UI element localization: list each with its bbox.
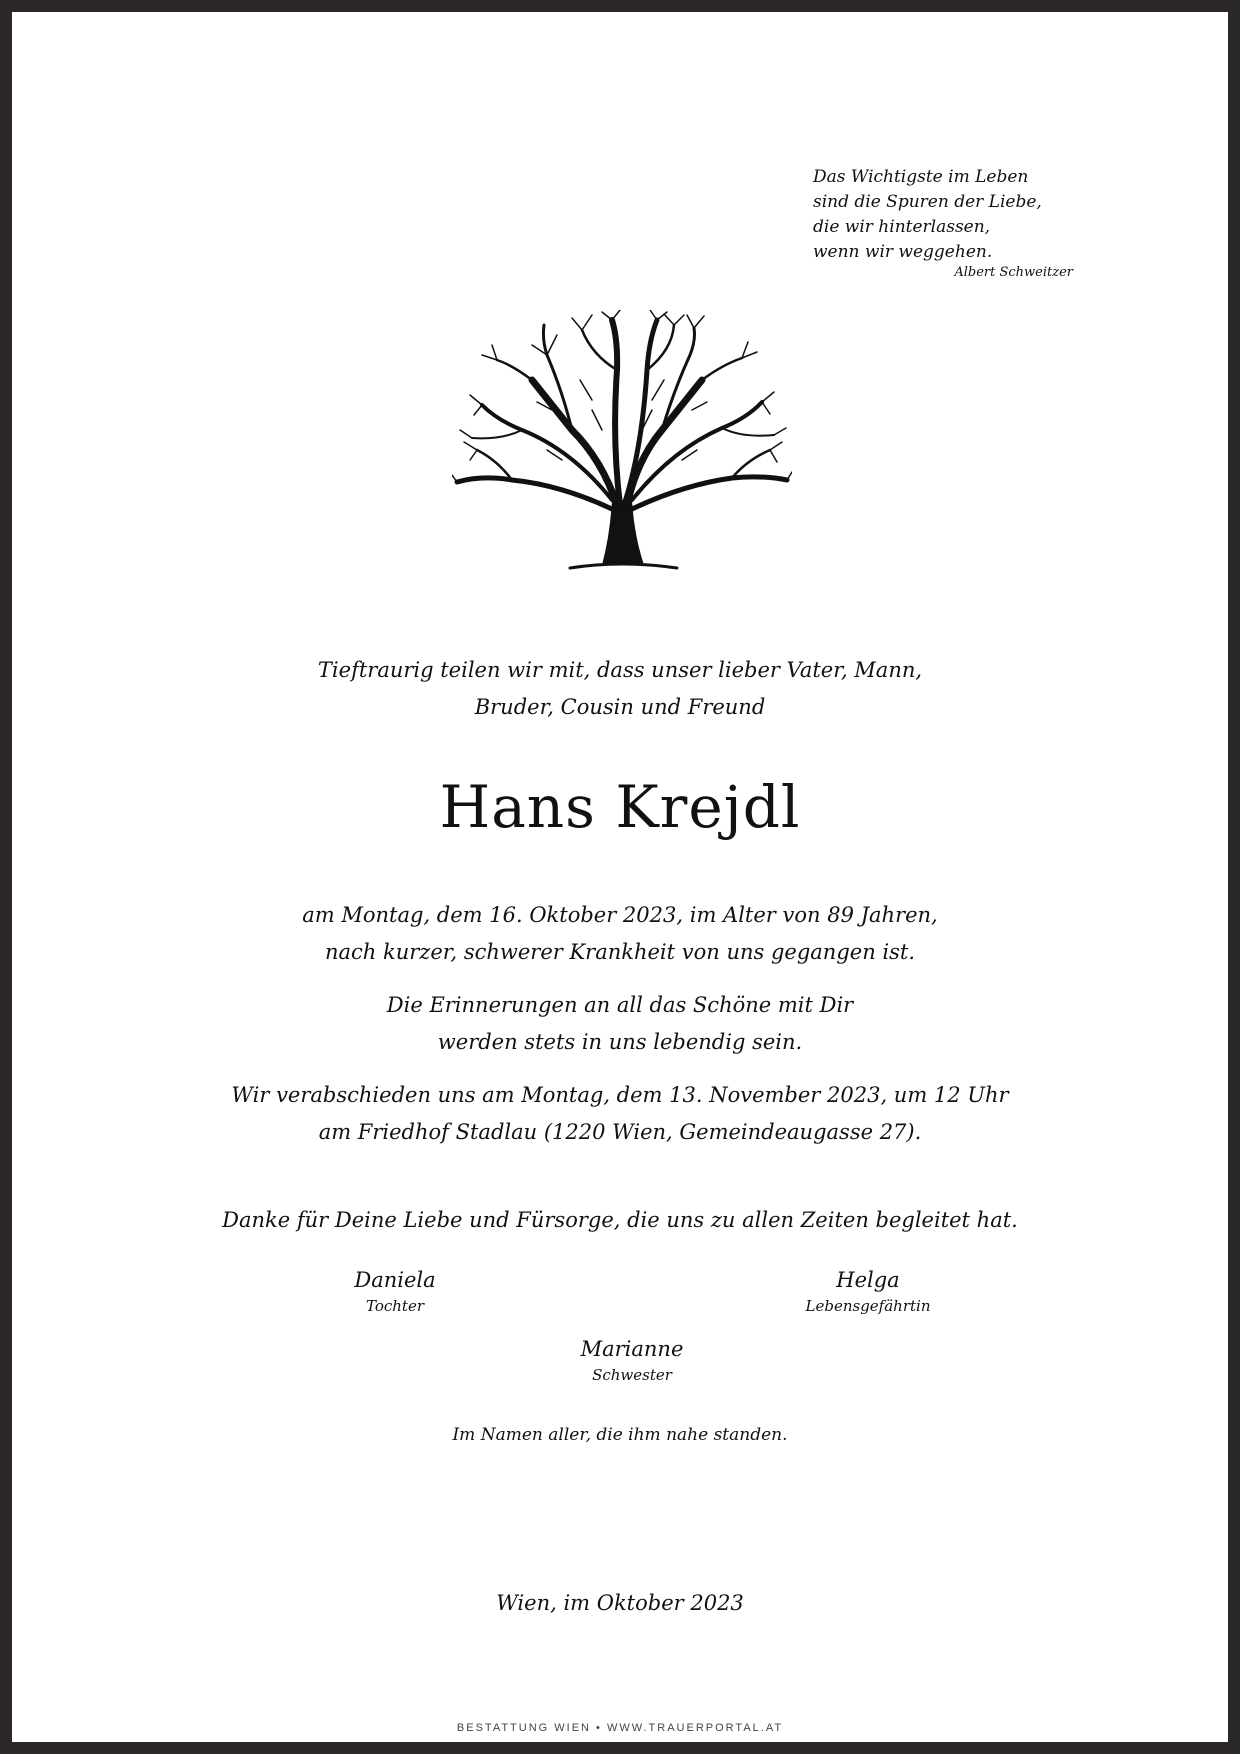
bare-tree-icon: [452, 310, 792, 580]
deceased-name: Hans Krejdl: [439, 773, 801, 841]
quote-line: wenn wir weggehen.: [813, 242, 993, 262]
thanks-text: Danke für Deine Liebe und Fürsorge, die uns zu allen Zeiten begleitet hat.: [222, 1208, 1018, 1232]
memory-line: Die Erinnerungen an all das Schöne mit Dir: [386, 993, 854, 1017]
funeral-details: [12, 1077, 1228, 1151]
death-line: nach kurzer, schwerer Krankheit von uns gegangen ist.: [324, 940, 916, 964]
quote-block: [813, 165, 1073, 281]
death-line: am Montag, dem 16. Oktober 2023, im Alter von 89 Jahren,: [302, 903, 938, 927]
obituary-page: [12, 12, 1228, 1742]
place-date: Wien, im Oktober 2023: [496, 1591, 744, 1615]
intro-line: Tieftraurig teilen wir mit, dass unser lieber Vater, Mann,: [317, 658, 923, 682]
footer-credit: BESTATTUNG WIEN • WWW.TRAUERPORTAL.AT: [456, 1722, 784, 1734]
quote-author: Albert Schweitzer: [954, 265, 1073, 280]
quote-line: Das Wichtigste im Leben: [813, 167, 1029, 187]
mourner-name: Helga: [836, 1268, 900, 1292]
death-notice: [12, 897, 1228, 971]
closing-text: Im Namen aller, die ihm nahe standen.: [452, 1425, 788, 1445]
mourner-marianne: [482, 1334, 782, 1386]
mourner-role: Tochter: [365, 1297, 424, 1315]
memory-text: [12, 987, 1228, 1061]
quote-line: sind die Spuren der Liebe,: [813, 192, 1042, 212]
funeral-line: Wir verabschieden uns am Montag, dem 13. November 2023, um 12 Uhr: [231, 1083, 1009, 1107]
intro-text: [12, 652, 1228, 726]
intro-line: Bruder, Cousin und Freund: [474, 695, 766, 719]
mourner-daniela: [245, 1265, 545, 1317]
mourner-helga: [718, 1265, 1018, 1317]
mourner-name: Marianne: [580, 1337, 684, 1361]
quote-line: die wir hinterlassen,: [813, 217, 991, 237]
funeral-line: am Friedhof Stadlau (1220 Wien, Gemeindeaugasse 27).: [318, 1120, 922, 1144]
mourner-name: Daniela: [354, 1268, 436, 1292]
mourner-role: Schwester: [592, 1366, 672, 1384]
mourner-role: Lebensgefährtin: [805, 1297, 931, 1315]
memory-line: werden stets in uns lebendig sein.: [437, 1030, 803, 1054]
